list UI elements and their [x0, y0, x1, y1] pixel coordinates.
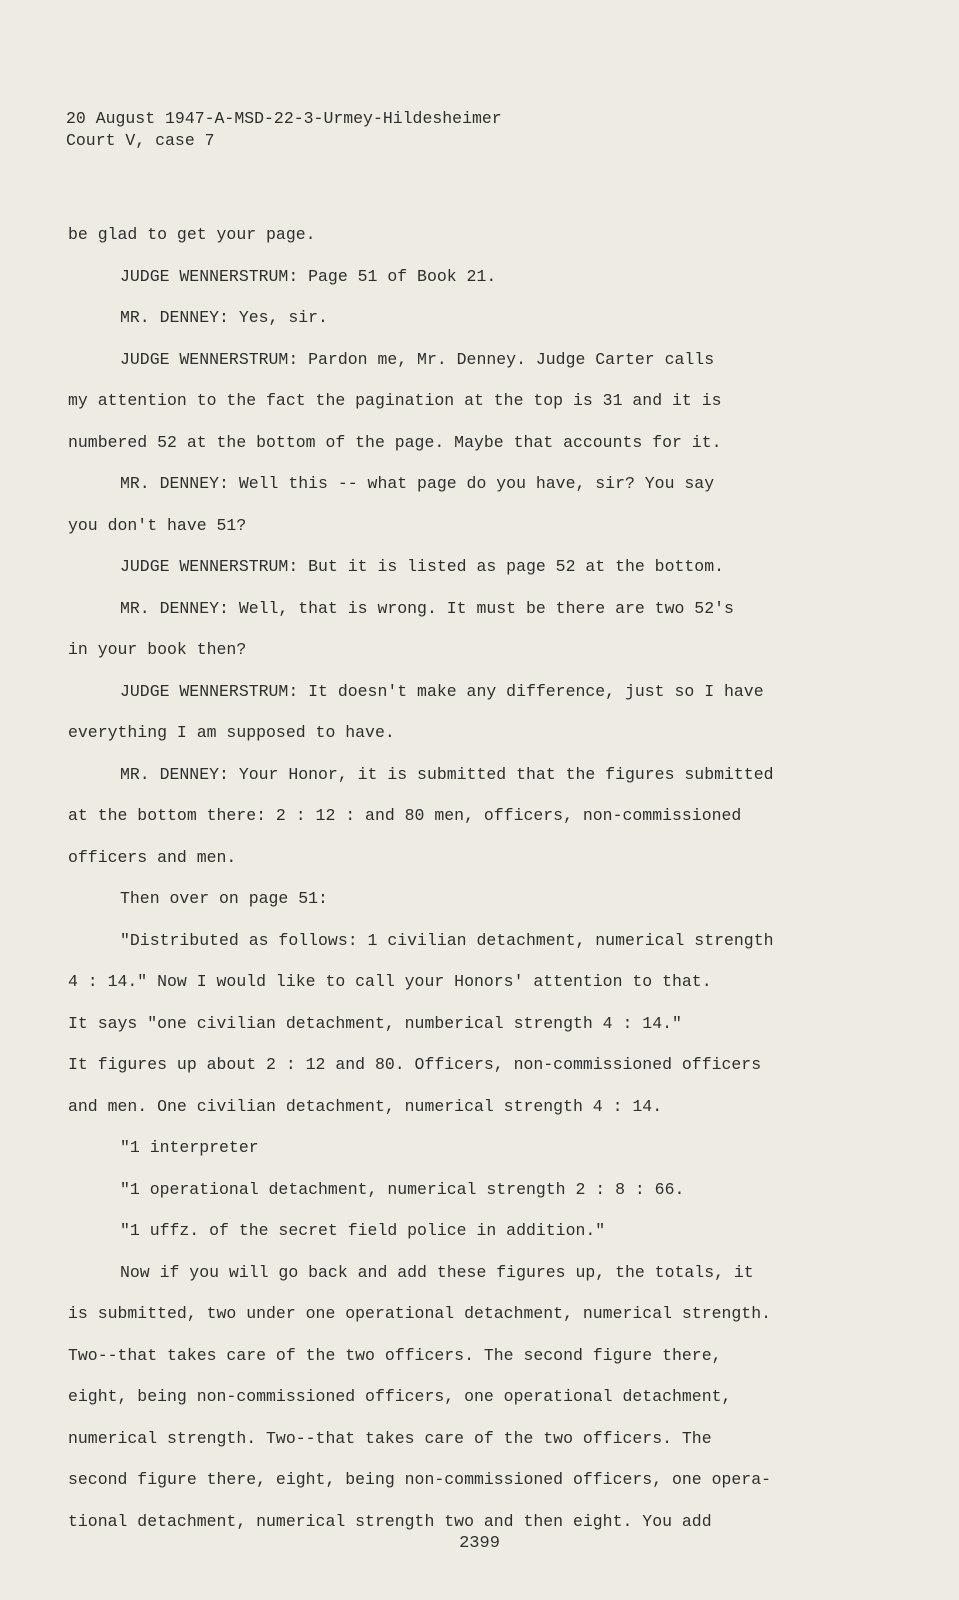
text-line: eight, being non-commissioned officers, one operational detachment, [68, 1387, 732, 1406]
text-line: is submitted, two under one operational detachment, numerical strength. [68, 1304, 772, 1323]
text-line: MR. DENNEY: Well, that is wrong. It must be there are two 52's [120, 598, 734, 618]
text-line: officers and men. [68, 847, 237, 867]
text-line: you don't have 51? [68, 515, 247, 535]
text-line: MR. DENNEY: Your Honor, it is submitted that the figures submitted [120, 764, 774, 784]
document-header [66, 108, 502, 152]
text-line: numbered 52 at the bottom of the page. Maybe that accounts for it. [68, 432, 722, 452]
text-line: It says "one civilian detachment, numberical strength 4 : 14." [68, 1013, 682, 1033]
text-line: tional detachment, numerical strength two and then eight. You add [68, 1511, 712, 1531]
text-line: JUDGE WENNERSTRUM: It doesn't make any difference, just so I have [120, 681, 764, 701]
text-line: Two--that takes care of the two officers. The second figure there, [68, 1345, 722, 1365]
text-line: JUDGE WENNERSTRUM: But it is listed as page 52 at the bottom. [120, 557, 724, 576]
text-line: 4 : 14." Now I would like to call your Honors' attention to that. [68, 972, 712, 991]
text-line: numerical strength. Two--that takes care of the two officers. The [68, 1428, 712, 1448]
text-line: "1 interpreter [120, 1138, 259, 1157]
text-line: everything I am supposed to have. [68, 723, 395, 742]
text-line: It figures up about 2 : 12 and 80. Officers, non-commissioned officers [68, 1055, 762, 1074]
text-line: "Distributed as follows: 1 civilian detachment, numerical strength [120, 930, 774, 950]
text-line: at the bottom there: 2 : 12 : and 80 men, officers, non-commissioned [68, 806, 742, 825]
text-line: Then over on page 51: [120, 889, 328, 908]
text-line: Now if you will go back and add these figures up, the totals, it [120, 1262, 754, 1282]
text-line: second figure there, eight, being non-commissioned officers, one opera- [68, 1470, 772, 1489]
page-number: 2399 [459, 1534, 500, 1553]
text-line: in your book then? [68, 640, 247, 659]
text-line: "1 operational detachment, numerical strength 2 : 8 : 66. [120, 1179, 685, 1199]
text-line: MR. DENNEY: Well this -- what page do you have, sir? You say [120, 474, 715, 493]
text-line: my attention to the fact the pagination at the top is 31 and it is [68, 391, 722, 410]
transcript-body [68, 214, 828, 1542]
header-line-2: Court V, case 7 [66, 131, 215, 150]
text-line: JUDGE WENNERSTRUM: Page 51 of Book 21. [120, 266, 497, 286]
text-line: MR. DENNEY: Yes, sir. [120, 308, 328, 327]
text-line: be glad to get your page. [68, 225, 316, 244]
text-line: JUDGE WENNERSTRUM: Pardon me, Mr. Denney. Judge Carter calls [120, 349, 715, 369]
header-line-1: 20 August 1947-A-MSD-22-3-Urmey-Hildesheimer [66, 109, 502, 128]
text-line: "1 uffz. of the secret field police in addition." [120, 1221, 606, 1240]
text-line: and men. One civilian detachment, numerical strength 4 : 14. [68, 1096, 663, 1116]
